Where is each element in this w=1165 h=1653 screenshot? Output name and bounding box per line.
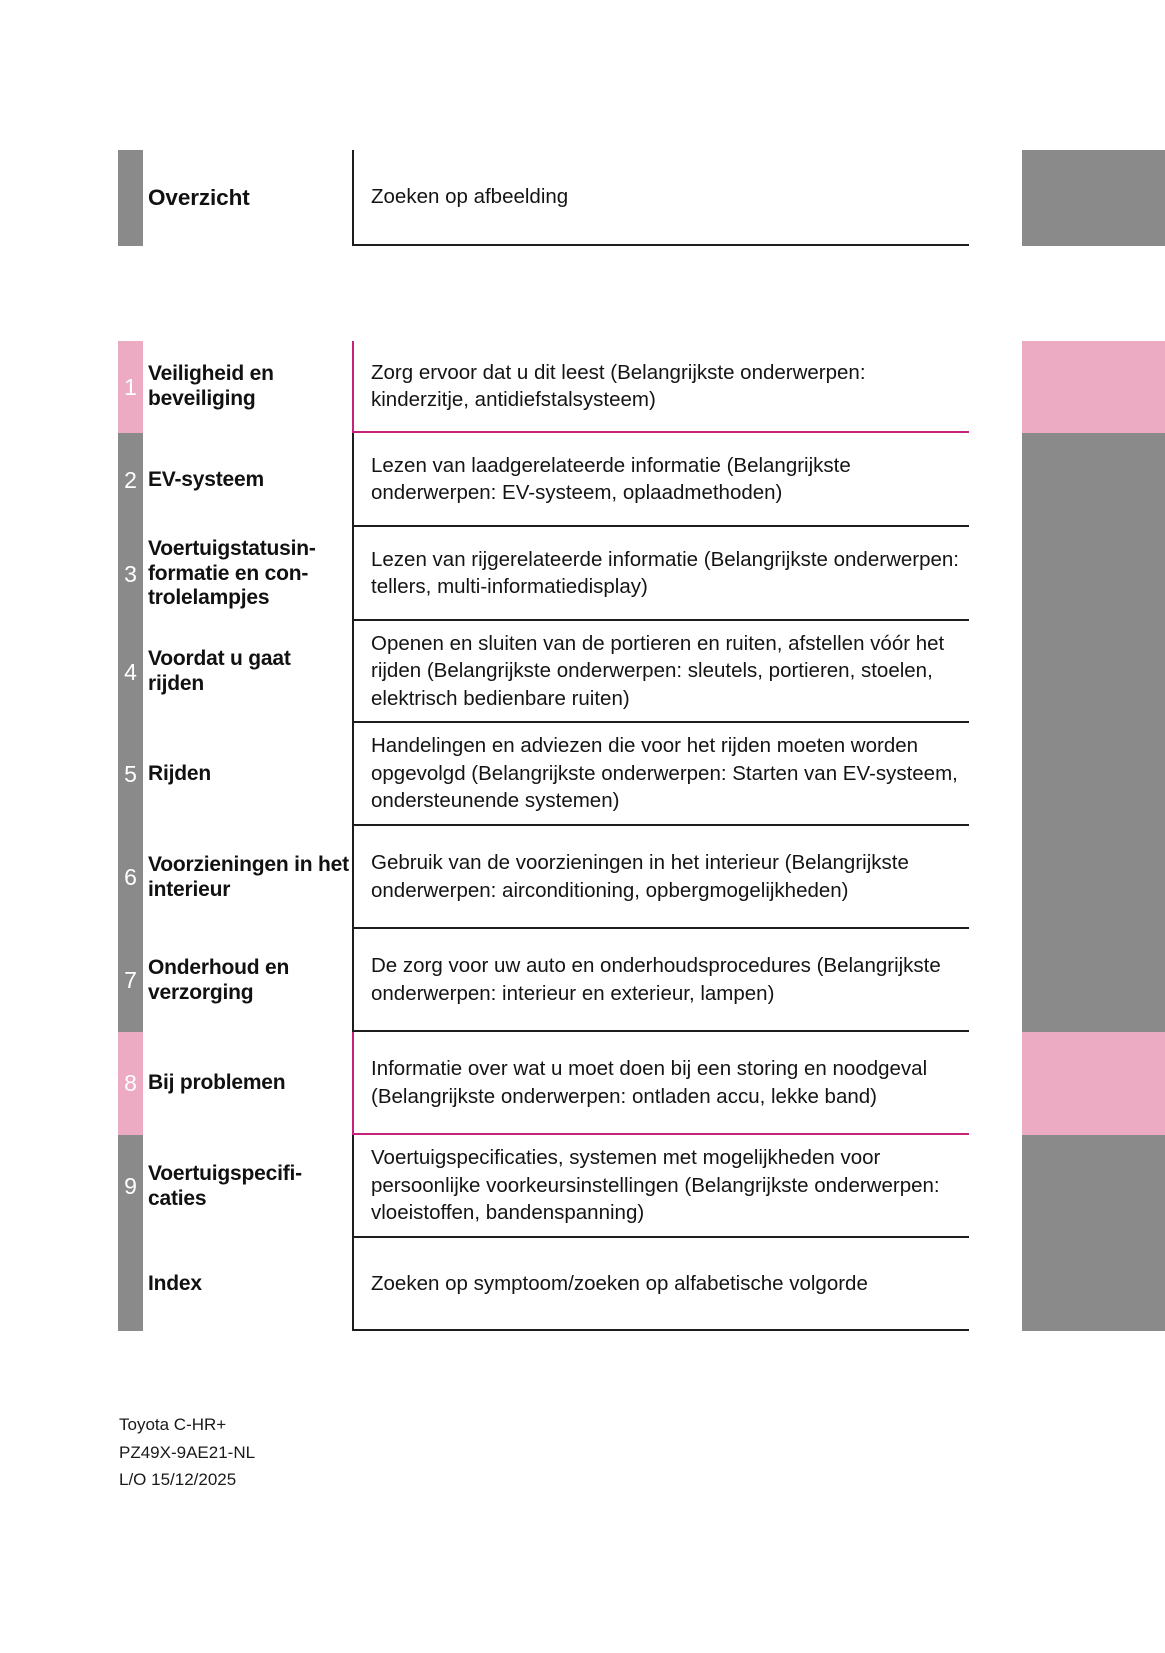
chapter-description-box: [352, 1238, 969, 1331]
chapter-number-tab[interactable]: 6: [118, 826, 143, 929]
chapter-thumb-index[interactable]: [1022, 1238, 1165, 1331]
chapter-description-box: [352, 621, 969, 723]
chapter-number-tab[interactable]: 2: [118, 433, 143, 527]
chapter-description-text: Openen en sluiten van de portieren en ruiten, afstellen vóór het rijden (Belangrijkste onderwerpen: sleutels, portieren, stoelen, elektrisch bedienbare ruiten): [371, 631, 945, 710]
chapter-number-tab[interactable]: 5: [118, 723, 143, 826]
chapter-description-text: Lezen van rijgerelateerde informatie (Belangrijkste onderwerpen: tellers, multi-informatiedisplay): [371, 547, 959, 598]
chapter-thumb-index[interactable]: [1022, 341, 1165, 433]
chapter-title: Voertuigstatusin-formatie en con-trolelampjes: [148, 537, 316, 610]
chapter-row[interactable]: [0, 826, 1165, 929]
chapter-number-tab[interactable]: 9: [118, 1135, 143, 1238]
overview-thumb-index[interactable]: [1022, 150, 1165, 246]
chapter-description-box: [352, 433, 969, 527]
overview-description-text: Zoeken op afbeelding: [371, 185, 569, 209]
chapter-thumb-index[interactable]: [1022, 527, 1165, 621]
chapter-row[interactable]: [0, 723, 1165, 826]
chapter-row[interactable]: [0, 1135, 1165, 1238]
overview-title: Overzicht: [148, 185, 250, 210]
chapter-description-box: [352, 1135, 969, 1238]
chapter-title: Rijden: [148, 762, 211, 786]
footer-imprint: [119, 1411, 255, 1494]
chapter-description-text: Zoeken op symptoom/zoeken op alfabetische volgorde: [371, 1271, 868, 1295]
footer-part-number: PZ49X-9AE21-NL: [119, 1442, 256, 1462]
chapter-thumb-index[interactable]: [1022, 1032, 1165, 1135]
chapter-number-tab[interactable]: 8: [118, 1032, 143, 1135]
chapter-thumb-index[interactable]: [1022, 723, 1165, 826]
footer-model: Toyota C-HR+: [119, 1415, 227, 1434]
chapter-title: Voertuigspecifi-caties: [148, 1161, 302, 1210]
chapter-description-text: De zorg voor uw auto en onderhoudsprocedures (Belangrijkste onderwerpen: interieur en exterieur, lampen): [371, 954, 941, 1005]
chapter-title: Voorzieningen in het interieur: [148, 852, 349, 901]
chapter-row[interactable]: [0, 1238, 1165, 1331]
chapter-row[interactable]: [0, 1032, 1165, 1135]
footer-revision: L/O 15/12/2025: [119, 1470, 237, 1490]
chapter-thumb-index[interactable]: [1022, 621, 1165, 723]
chapter-title: Voordat u gaat rijden: [148, 647, 291, 695]
chapter-description-box: [352, 826, 969, 929]
chapter-description-box: [352, 341, 969, 433]
chapter-row[interactable]: [0, 433, 1165, 527]
chapter-title: Onderhoud en verzorging: [148, 955, 290, 1004]
chapter-description-box: [352, 723, 969, 826]
chapter-title: EV-systeem: [148, 467, 264, 491]
overview-row[interactable]: [0, 150, 1165, 246]
chapter-number-tab[interactable]: 1: [118, 341, 143, 433]
chapter-row[interactable]: [0, 621, 1165, 723]
chapter-thumb-index[interactable]: [1022, 929, 1165, 1032]
overview-tab-marker: [118, 150, 143, 246]
chapter-number-tab[interactable]: 3: [118, 527, 143, 621]
chapter-row[interactable]: [0, 341, 1165, 433]
chapter-description-box: [352, 1032, 969, 1135]
chapter-description-box: [352, 527, 969, 621]
chapter-description-box: [352, 929, 969, 1032]
chapter-number-tab[interactable]: 4: [118, 621, 143, 723]
chapter-description-text: Voertuigspecificaties, systemen met mogelijkheden voor persoonlijke voorkeursinstellingen (Belangrijkste onderwerpen: vloeistoffen, bandenspanning): [371, 1146, 940, 1225]
chapter-row[interactable]: [0, 527, 1165, 621]
chapter-description-text: Zorg ervoor dat u dit leest (Belangrijkste onderwerpen: kinderzitje, antidiefstalsysteem): [371, 360, 866, 411]
chapter-row[interactable]: [0, 929, 1165, 1032]
chapter-description-text: Handelingen en adviezen die voor het rijden moeten worden opgevolgd (Belangrijkste onderwerpen: Starten van EV-systeem, ondersteunende systemen): [371, 734, 958, 813]
overview-description-box: [352, 150, 969, 246]
chapter-number-tab[interactable]: [118, 1238, 143, 1331]
chapter-thumb-index[interactable]: [1022, 433, 1165, 527]
chapter-title: Veiligheid en beveiliging: [148, 362, 274, 410]
chapter-thumb-index[interactable]: [1022, 826, 1165, 929]
chapter-thumb-index[interactable]: [1022, 1135, 1165, 1238]
chapter-description-text: Gebruik van de voorzieningen in het interieur (Belangrijkste onderwerpen: airconditioning, opbergmogelijkheden): [371, 851, 909, 902]
chapter-title: Index: [148, 1272, 202, 1296]
chapter-description-text: Informatie over wat u moet doen bij een storing en noodgeval (Belangrijkste onderwerpen: ontladen accu, lekke band): [371, 1057, 928, 1108]
chapter-number-tab[interactable]: 7: [118, 929, 143, 1032]
chapter-title: Bij problemen: [148, 1071, 286, 1095]
chapter-description-text: Lezen van laadgerelateerde informatie (Belangrijkste onderwerpen: EV-systeem, oplaadmethoden): [371, 453, 851, 504]
